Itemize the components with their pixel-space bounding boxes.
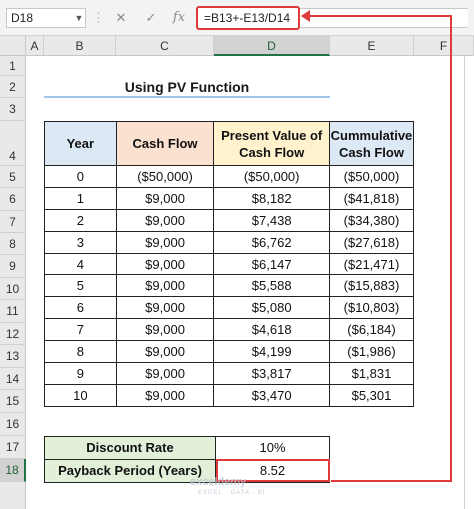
row-header-15[interactable]: 15 [0,390,26,413]
table-row [45,209,414,231]
cash-flow-cell[interactable]: $9,000 [116,341,214,363]
present-value-cell[interactable]: $4,618 [214,319,330,341]
table-row [45,319,414,341]
row-header-10[interactable]: 10 [0,278,26,300]
year-cell[interactable]: 8 [45,341,117,363]
watermark-logo: exceldemy [190,476,247,488]
row-header-12[interactable]: 12 [0,323,26,345]
year-cell[interactable]: 4 [45,253,117,275]
formula-input[interactable]: =B13+-E13/D14 [196,6,300,30]
cumulative-cell[interactable]: ($1,986) [329,341,413,363]
row-header-8[interactable]: 8 [0,233,26,255]
row-header-7[interactable]: 7 [0,211,26,233]
cash-flow-table [44,121,414,407]
table-row [45,166,414,188]
cumulative-cell[interactable]: ($21,471) [329,253,413,275]
row-header-5[interactable]: 5 [0,166,26,188]
formula-input-area[interactable] [300,8,468,28]
present-value-cell[interactable]: ($50,000) [214,166,330,188]
present-value-cell[interactable]: $7,438 [214,209,330,231]
present-value-cell[interactable]: $6,762 [214,231,330,253]
year-cell[interactable]: 1 [45,187,117,209]
row-header-13[interactable]: 13 [0,345,26,368]
column-header-d[interactable]: D [214,36,330,56]
row-header-17[interactable]: 17 [0,436,26,459]
row-header-11[interactable]: 11 [0,300,26,323]
year-cell[interactable]: 2 [45,209,117,231]
header-cumulative-cash-flow[interactable]: Cummulative Cash Flow [329,122,413,166]
drag-handle-icon[interactable]: ⋮ [92,10,105,25]
year-cell[interactable]: 0 [45,166,117,188]
row-header-1[interactable]: 1 [0,56,26,76]
cumulative-cell[interactable]: $1,831 [329,363,413,385]
row-header-9[interactable]: 9 [0,255,26,278]
table-row [45,384,414,406]
cash-flow-cell[interactable]: $9,000 [116,231,214,253]
header-present-value[interactable]: Present Value of Cash Flow [214,122,330,166]
year-cell[interactable]: 9 [45,363,117,385]
table-row [45,253,414,275]
formula-bar [0,0,474,36]
sheet-title[interactable]: Using PV Function [44,76,330,98]
year-cell[interactable]: 5 [45,275,117,297]
row-header-14[interactable]: 14 [0,368,26,390]
table-row [45,341,414,363]
discount-rate-row [45,437,330,460]
cash-flow-cell[interactable]: $9,000 [116,187,214,209]
present-value-cell[interactable]: $8,182 [214,187,330,209]
column-f-area[interactable] [464,56,474,509]
present-value-cell[interactable]: $5,588 [214,275,330,297]
present-value-cell[interactable]: $6,147 [214,253,330,275]
row-header-6[interactable]: 6 [0,188,26,211]
cash-flow-cell[interactable]: $9,000 [116,319,214,341]
row-header-16[interactable]: 16 [0,413,26,436]
payback-value-cell[interactable]: 8.52 [216,459,330,482]
cancel-icon[interactable]: ✕ [115,10,127,25]
cumulative-cell[interactable]: ($41,818) [329,187,413,209]
table-row [45,275,414,297]
table-row [45,297,414,319]
enter-icon[interactable]: ✓ [145,10,157,25]
row-header-3[interactable]: 3 [0,98,26,121]
name-box[interactable]: D18 [6,8,86,28]
present-value-cell[interactable]: $5,080 [214,297,330,319]
discount-rate-value[interactable]: 10% [216,437,330,460]
row-header-18[interactable]: 18 [0,459,26,482]
year-cell[interactable]: 6 [45,297,117,319]
row-header-2[interactable]: 2 [0,76,26,98]
year-cell[interactable]: 10 [45,384,117,406]
cash-flow-cell[interactable]: $9,000 [116,297,214,319]
present-value-cell[interactable]: $3,470 [214,384,330,406]
cash-flow-cell[interactable]: $9,000 [116,209,214,231]
column-header-f[interactable]: F [414,36,474,56]
select-all-corner[interactable] [0,36,26,56]
year-cell[interactable]: 3 [45,231,117,253]
cumulative-cell[interactable]: ($34,380) [329,209,413,231]
cash-flow-cell[interactable]: $9,000 [116,253,214,275]
column-header-c[interactable]: C [116,36,214,56]
annotation-arrow-line [331,480,452,482]
summary-table [44,436,330,483]
column-header-e[interactable]: E [330,36,414,56]
cash-flow-cell[interactable]: $9,000 [116,384,214,406]
cumulative-cell[interactable]: ($6,184) [329,319,413,341]
annotation-arrow-line [302,15,452,17]
header-year[interactable]: Year [45,122,117,166]
cash-flow-cell[interactable]: ($50,000) [116,166,214,188]
header-cash-flow[interactable]: Cash Flow [116,122,214,166]
table-row [45,231,414,253]
cumulative-cell[interactable]: ($50,000) [329,166,413,188]
present-value-cell[interactable]: $3,817 [214,363,330,385]
table-header-row [45,122,414,166]
table-row [45,187,414,209]
arrow-head-icon [301,10,310,22]
chevron-down-icon[interactable]: ▼ [74,13,84,23]
cash-flow-cell[interactable]: $9,000 [116,275,214,297]
payback-label[interactable]: Payback Period (Years) [45,459,216,482]
annotation-arrow-line [450,15,452,482]
watermark-tagline: EXCEL · DATA · BI [198,490,266,496]
cumulative-cell[interactable]: ($15,883) [329,275,413,297]
row-header-4[interactable]: 4 [0,121,26,166]
column-header-a[interactable]: A [26,36,44,56]
cumulative-cell[interactable]: ($27,618) [329,231,413,253]
row-header-blank [0,482,26,509]
table-row [45,363,414,385]
cash-flow-cell[interactable]: $9,000 [116,363,214,385]
insert-function-icon[interactable]: fx [172,10,186,25]
payback-row [45,459,330,482]
cumulative-cell[interactable]: $5,301 [329,384,413,406]
discount-rate-label[interactable]: Discount Rate [45,437,216,460]
year-cell[interactable]: 7 [45,319,117,341]
column-header-b[interactable]: B [44,36,116,56]
present-value-cell[interactable]: $4,199 [214,341,330,363]
cumulative-cell[interactable]: ($10,803) [329,297,413,319]
